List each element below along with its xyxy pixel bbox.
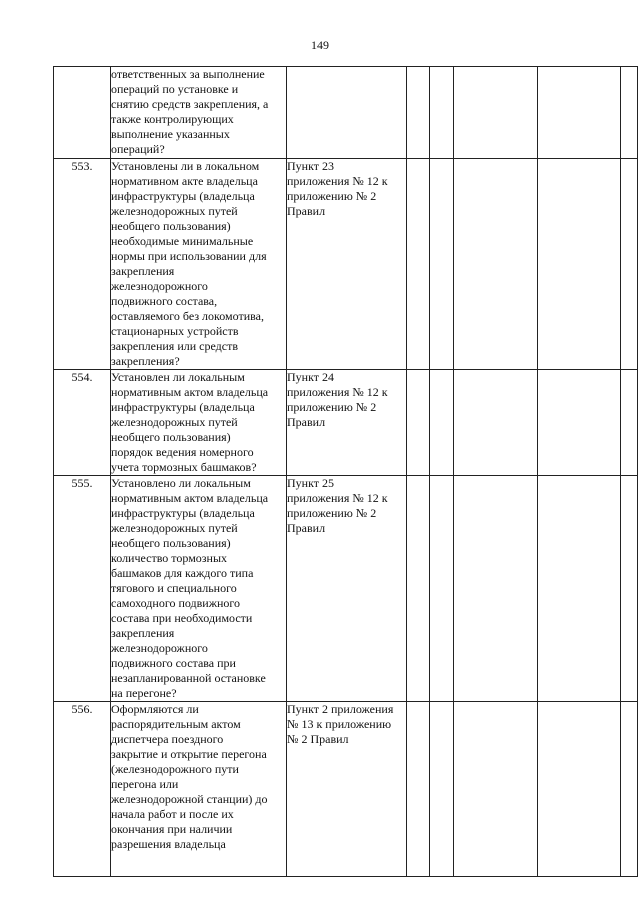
extra-cell [621, 159, 638, 370]
row-number: 553. [54, 159, 111, 370]
page-number: 149 [311, 38, 329, 52]
question-cell: Установлены ли в локальном нормативном акте владельца инфраструктуры (владельца железнодорожных путей необщего пользования) необходимые минимальные нормы при использовании для закрепления железнодорожного подвижного состава, оставляемого без локомотива, стационарных устройств закрепления или средств закрепления? [111, 159, 287, 370]
table-row [54, 702, 638, 877]
notes-cell [538, 370, 621, 476]
extra-cell [621, 476, 638, 702]
table-row [54, 159, 638, 370]
yes-cell [407, 67, 430, 159]
question-cell: ответственных за выполнение операций по установке и снятию средств закрепления, а также контролирующих выполнение указанных операций? [111, 67, 287, 159]
no-cell [430, 67, 454, 159]
reference-cell: Пункт 24 приложения № 12 к приложению № 2 Правил [287, 370, 407, 476]
extra-cell [621, 702, 638, 877]
no-cell [430, 370, 454, 476]
not-applicable-cell [454, 67, 538, 159]
yes-cell [407, 159, 430, 370]
notes-cell [538, 67, 621, 159]
checklist-table [53, 66, 638, 877]
reference-cell: Пункт 2 приложения № 13 к приложению № 2 Правил [287, 702, 407, 877]
not-applicable-cell [454, 476, 538, 702]
no-cell [430, 702, 454, 877]
not-applicable-cell [454, 370, 538, 476]
row-number [54, 67, 111, 159]
no-cell [430, 159, 454, 370]
not-applicable-cell [454, 159, 538, 370]
notes-cell [538, 476, 621, 702]
table-row [54, 476, 638, 702]
extra-cell [621, 370, 638, 476]
notes-cell [538, 702, 621, 877]
yes-cell [407, 702, 430, 877]
yes-cell [407, 370, 430, 476]
extra-cell [621, 67, 638, 159]
no-cell [430, 476, 454, 702]
reference-cell: Пункт 23 приложения № 12 к приложению № 2 Правил [287, 159, 407, 370]
question-cell: Установлен ли локальным нормативным актом владельца инфраструктуры (владельца железнодорожных путей необщего пользования) порядок ведения номерного учета тормозных башмаков? [111, 370, 287, 476]
question-cell: Установлено ли локальным нормативным актом владельца инфраструктуры (владельца железнодорожных путей необщего пользования) количество тормозных башмаков для каждого типа тягового и специального самоходного подвижного состава при необходимости закрепления железнодорожного подвижного состава при незапланированной остановке на перегоне? [111, 476, 287, 702]
row-number: 556. [54, 702, 111, 877]
notes-cell [538, 159, 621, 370]
row-number: 554. [54, 370, 111, 476]
question-cell: Оформляются ли распорядительным актом диспетчера поездного закрытие и открытие перегона (железнодорожного пути перегона или железнодорожной станции) до начала работ и после их окончания при наличии разрешения владельца [111, 702, 287, 877]
table-row [54, 67, 638, 159]
reference-cell [287, 67, 407, 159]
table-row [54, 370, 638, 476]
reference-cell: Пункт 25 приложения № 12 к приложению № 2 Правил [287, 476, 407, 702]
not-applicable-cell [454, 702, 538, 877]
row-number: 555. [54, 476, 111, 702]
yes-cell [407, 476, 430, 702]
